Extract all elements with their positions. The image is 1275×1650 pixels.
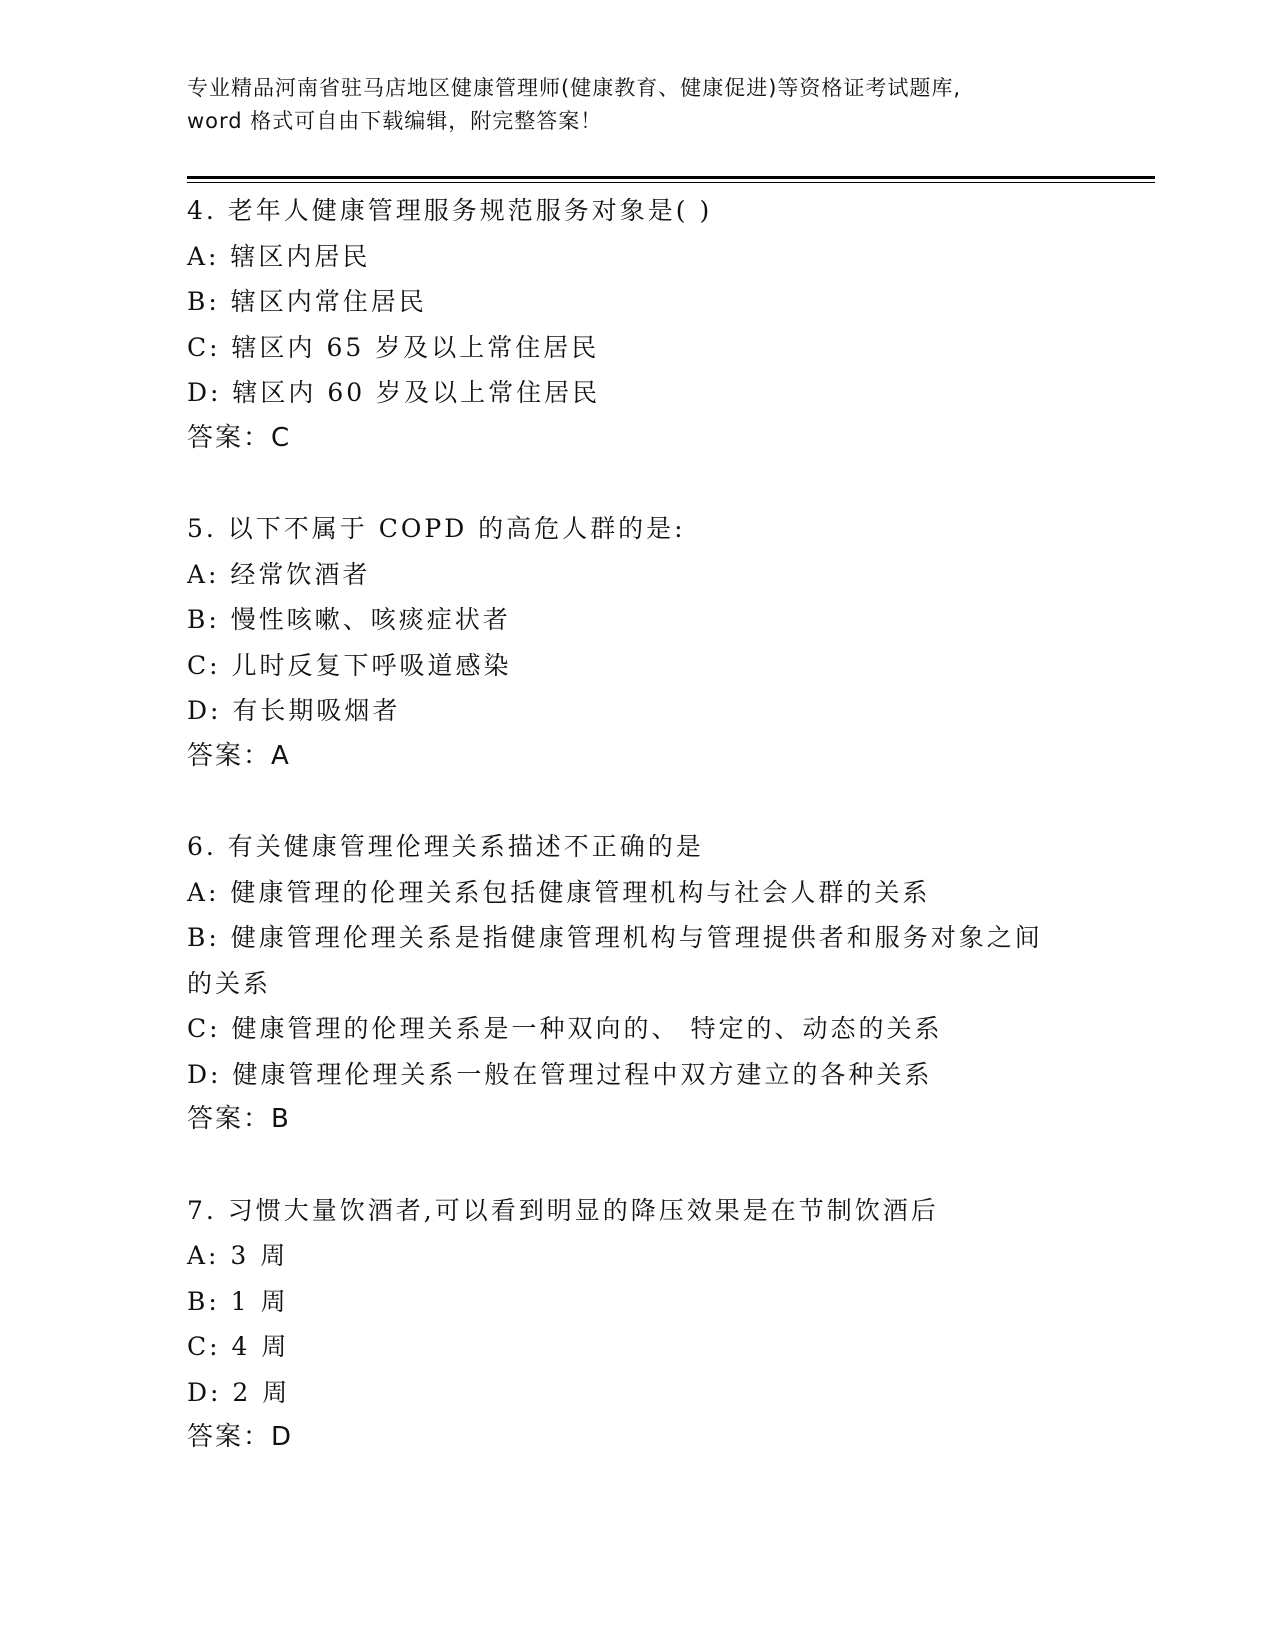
- header-divider-thick: [187, 176, 1155, 179]
- question-stem: 6. 有关健康管理伦理关系描述不正确的是: [187, 832, 704, 861]
- question-7: [187, 1188, 1087, 1461]
- option-b: B: 辖区内常住居民: [187, 287, 427, 316]
- option-b: B: 健康管理伦理关系是指健康管理机构与管理提供者和服务对象之间的关系: [187, 923, 1043, 998]
- option-d: D: 辖区内 60 岁及以上常住居民: [187, 378, 601, 407]
- option-c: C: 健康管理的伦理关系是一种双向的、 特定的、动态的关系: [187, 1014, 943, 1043]
- option-b: B: 慢性咳嗽、咳痰症状者: [187, 605, 511, 634]
- question-6: [187, 824, 1087, 1143]
- option-c: C: 儿时反复下呼吸道感染: [187, 650, 512, 680]
- question-5: [187, 506, 1087, 779]
- answer: 答案：C: [187, 422, 292, 453]
- option-c: C: 4 周: [187, 1332, 290, 1361]
- question-stem: 5. 以下不属于 COPD 的高危人群的是:: [187, 514, 686, 543]
- answer: 答案：B: [187, 1104, 291, 1134]
- option-a: A: 辖区内居民: [187, 241, 371, 271]
- option-d: D: 健康管理伦理关系一般在管理过程中双方建立的各种关系: [187, 1059, 933, 1089]
- question-stem: 4. 老年人健康管理服务规范服务对象是( ): [187, 196, 713, 225]
- question-list: [187, 188, 1087, 1506]
- question-stem: 7. 习惯大量饮酒者,可以看到明显的降压效果是在节制饮酒后: [187, 1195, 939, 1225]
- answer: 答案：A: [187, 740, 291, 771]
- answer: 答案：D: [187, 1422, 294, 1452]
- option-a: A: 经常饮酒者: [187, 559, 371, 589]
- header-divider-thin: [187, 182, 1155, 183]
- option-c: C: 辖区内 65 岁及以上常住居民: [187, 332, 600, 362]
- option-b: B: 1 周: [187, 1286, 289, 1316]
- question-4: [187, 188, 1087, 461]
- option-a: A: 健康管理的伦理关系包括健康管理机构与社会人群的关系: [187, 877, 931, 907]
- option-a: A: 3 周: [187, 1241, 289, 1270]
- document-header: [187, 72, 1087, 138]
- option-d: D: 2 周: [187, 1377, 291, 1407]
- header-line-1: 专业精品河南省驻马店地区健康管理师(健康教育、健康促进)等资格证考试题库,: [187, 76, 962, 100]
- option-d: D: 有长期吸烟者: [187, 696, 401, 725]
- header-line-2: word 格式可自由下载编辑，附完整答案！: [187, 109, 603, 133]
